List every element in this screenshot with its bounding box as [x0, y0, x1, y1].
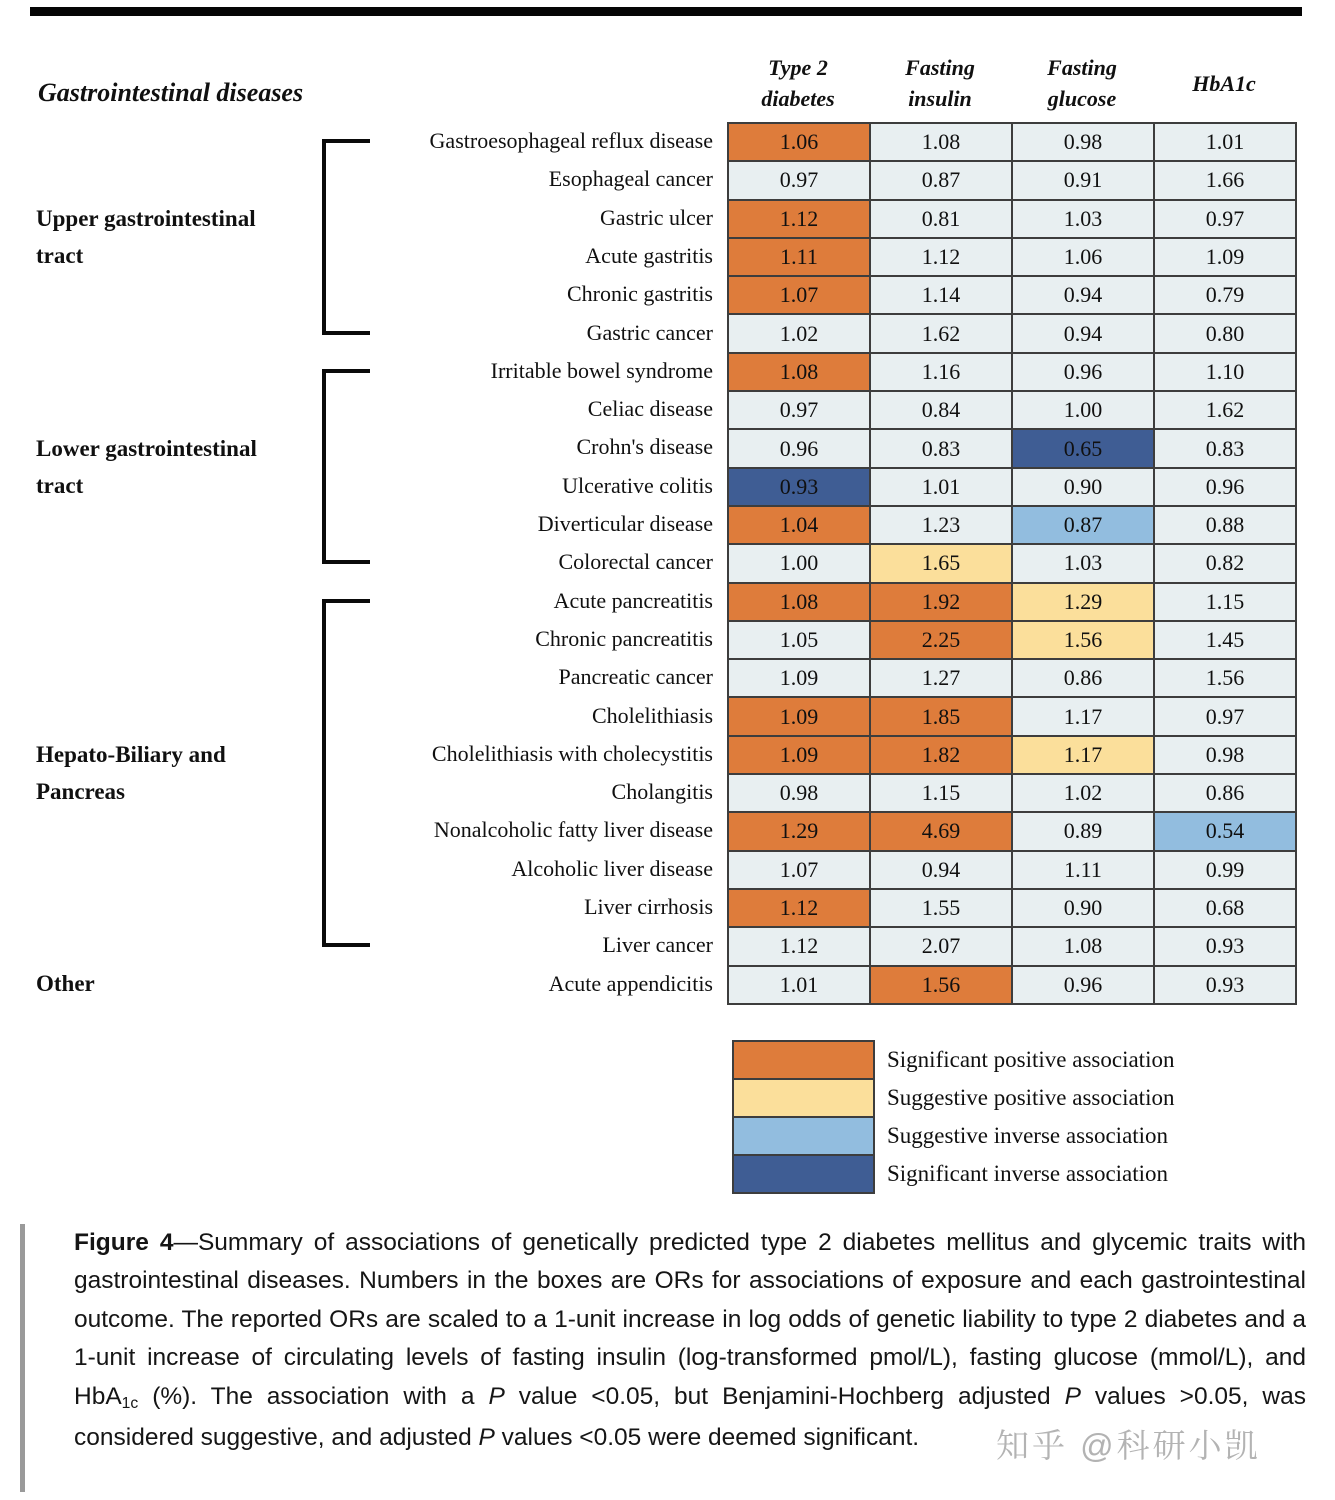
group-label-line: tract [36, 472, 84, 498]
figure-title: Gastrointestinal diseases [38, 78, 304, 107]
or-cell: 1.82 [870, 736, 1012, 774]
or-cell: 2.07 [870, 927, 1012, 965]
column-header-line: glucose [1047, 86, 1117, 111]
or-cell: 1.92 [870, 583, 1012, 621]
row-label: Cholelithiasis [592, 702, 713, 728]
or-cell: 0.84 [870, 391, 1012, 429]
or-cell: 0.97 [728, 391, 870, 429]
or-cell: 1.14 [870, 276, 1012, 314]
or-cell: 1.01 [728, 966, 870, 1004]
or-cell: 0.87 [870, 161, 1012, 199]
top-rule [30, 7, 1302, 16]
column-header-line: insulin [908, 86, 972, 111]
group-label-line: Hepato-Biliary and [36, 742, 226, 768]
or-cell: 1.12 [728, 889, 870, 927]
group-label-line: Lower gastrointestinal [36, 435, 257, 461]
row-label: Liver cirrhosis [584, 894, 713, 919]
column-header-type2-diabetes [727, 48, 869, 118]
or-cell: 1.09 [728, 697, 870, 735]
or-cell: 1.23 [870, 506, 1012, 544]
or-cell: 0.97 [728, 161, 870, 199]
caption-segment: 1c [121, 1395, 139, 1412]
or-cell: 0.93 [1154, 927, 1296, 965]
row-label: Chronic pancreatitis [535, 625, 713, 651]
legend-label: Significant inverse association [887, 1161, 1169, 1186]
heatmap-grid [727, 122, 1297, 1005]
or-cell: 1.02 [1012, 774, 1154, 812]
or-cell: 1.12 [728, 200, 870, 238]
or-cell: 1.62 [870, 314, 1012, 352]
or-cell: 0.89 [1012, 812, 1154, 850]
or-cell: 0.81 [870, 200, 1012, 238]
or-cell: 1.03 [1012, 544, 1154, 582]
or-cell: 0.93 [728, 468, 870, 506]
group-label-line: tract [36, 242, 84, 268]
or-cell: 2.25 [870, 621, 1012, 659]
or-cell: 0.88 [1154, 506, 1296, 544]
or-cell: 0.54 [1154, 812, 1296, 850]
or-cell: 1.27 [870, 659, 1012, 697]
row-label: Esophageal cancer [548, 166, 713, 192]
column-header-fasting-insulin [869, 48, 1011, 118]
or-cell: 0.96 [1012, 966, 1154, 1004]
row-label: Chronic gastritis [566, 281, 713, 307]
or-cell: 1.56 [1012, 621, 1154, 659]
caption-segment: P [488, 1382, 505, 1410]
or-cell: 1.66 [1154, 161, 1296, 199]
or-cell: 1.01 [1154, 123, 1296, 161]
or-cell: 1.15 [870, 774, 1012, 812]
or-cell: 0.98 [1012, 123, 1154, 161]
or-cell: 0.90 [1012, 889, 1154, 927]
or-cell: 1.11 [1012, 851, 1154, 889]
legend-label: Suggestive positive association [887, 1085, 1175, 1110]
column-header-fasting-glucose [1011, 48, 1153, 118]
or-cell: 4.69 [870, 812, 1012, 850]
or-cell: 1.17 [1012, 736, 1154, 774]
row-label: Acute appendicitis [548, 970, 713, 996]
column-header-hba1c [1153, 48, 1295, 118]
or-cell: 1.08 [1012, 927, 1154, 965]
or-cell: 1.65 [870, 544, 1012, 582]
row-label: Diverticular disease [537, 511, 713, 536]
or-cell: 1.15 [1154, 583, 1296, 621]
or-cell: 1.16 [870, 353, 1012, 391]
row-label: Liver cancer [602, 932, 713, 958]
caption-segment: P [1064, 1382, 1081, 1410]
row-label: Ulcerative colitis [562, 472, 713, 498]
or-cell: 0.83 [870, 429, 1012, 467]
or-cell: 1.08 [728, 353, 870, 391]
or-cell: 0.68 [1154, 889, 1296, 927]
or-cell: 1.06 [728, 123, 870, 161]
caption-segment: (%). The association with a [138, 1382, 489, 1410]
or-cell: 1.55 [870, 889, 1012, 927]
row-label: Gastroesophageal reflux disease [429, 128, 713, 153]
column-header-line: Fasting [1047, 55, 1117, 80]
or-cell: 0.65 [1012, 429, 1154, 467]
or-cell: 1.08 [728, 583, 870, 621]
or-cell: 1.11 [728, 238, 870, 276]
column-header-line: HbA1c [1192, 70, 1256, 96]
or-cell: 1.02 [728, 314, 870, 352]
column-header-line: diabetes [761, 86, 835, 111]
or-cell: 1.00 [728, 544, 870, 582]
or-cell: 0.93 [1154, 966, 1296, 1004]
row-label: Acute pancreatitis [553, 587, 713, 613]
or-cell: 0.80 [1154, 314, 1296, 352]
or-cell: 1.56 [1154, 659, 1296, 697]
or-cell: 1.09 [1154, 238, 1296, 276]
or-cell: 1.05 [728, 621, 870, 659]
or-cell: 0.96 [728, 429, 870, 467]
or-cell: 1.12 [870, 238, 1012, 276]
group-label-line: Upper gastrointestinal [36, 205, 256, 231]
watermark: 知乎 @科研小凯 [996, 1427, 1261, 1464]
row-label: Alcoholic liver disease [511, 855, 713, 881]
or-cell: 1.09 [728, 736, 870, 774]
or-cell: 0.94 [1012, 314, 1154, 352]
row-label: Colorectal cancer [558, 549, 713, 575]
caption-segment: value <0.05, but Benjamini-Hochberg adjusted [504, 1382, 1065, 1410]
row-label: Gastric cancer [586, 319, 713, 345]
or-cell: 0.96 [1154, 468, 1296, 506]
caption-segment: values >0.05, was considered suggestive, and adjusted [74, 1382, 1307, 1452]
or-cell: 1.08 [870, 123, 1012, 161]
row-label: Cholangitis [611, 779, 713, 805]
or-cell: 0.98 [1154, 736, 1296, 774]
or-cell: 1.29 [1012, 583, 1154, 621]
or-cell: 1.45 [1154, 621, 1296, 659]
or-cell: 1.85 [870, 697, 1012, 735]
group-label-line: Pancreas [36, 779, 126, 805]
or-cell: 1.62 [1154, 391, 1296, 429]
or-cell: 1.10 [1154, 353, 1296, 391]
or-cell: 1.04 [728, 506, 870, 544]
or-cell: 0.94 [870, 851, 1012, 889]
legend-label: Significant positive association [887, 1047, 1175, 1072]
legend-swatch-sig-inv [732, 1154, 875, 1194]
row-label: Celiac disease [587, 396, 713, 422]
or-cell: 1.00 [1012, 391, 1154, 429]
row-label: Cholelithiasis with cholecystitis [431, 740, 713, 766]
group-label-line: Other [36, 971, 95, 997]
or-cell: 0.83 [1154, 429, 1296, 467]
legend-label: Suggestive inverse association [887, 1123, 1169, 1148]
or-cell: 1.03 [1012, 200, 1154, 238]
or-cell: 1.07 [728, 276, 870, 314]
or-cell: 0.97 [1154, 697, 1296, 735]
row-label: Pancreatic cancer [558, 664, 713, 690]
or-cell: 0.98 [728, 774, 870, 812]
or-cell: 1.06 [1012, 238, 1154, 276]
row-label: Gastric ulcer [600, 204, 713, 230]
or-cell: 0.91 [1012, 161, 1154, 199]
or-cell: 0.94 [1012, 276, 1154, 314]
or-cell: 0.87 [1012, 506, 1154, 544]
caption-segment: P [478, 1424, 495, 1452]
or-cell: 1.07 [728, 851, 870, 889]
legend-swatch-sug-inv [732, 1116, 875, 1156]
caption-segment: values <0.05 were deemed significant. [494, 1424, 920, 1452]
or-cell: 0.79 [1154, 276, 1296, 314]
or-cell: 0.82 [1154, 544, 1296, 582]
caption-segment: Figure 4 [74, 1229, 174, 1256]
row-label: Acute gastritis [585, 242, 713, 268]
or-cell: 1.29 [728, 812, 870, 850]
or-cell: 1.17 [1012, 697, 1154, 735]
or-cell: 0.86 [1154, 774, 1296, 812]
or-cell: 1.01 [870, 468, 1012, 506]
caption-side-bar [20, 1224, 25, 1492]
or-cell: 0.97 [1154, 200, 1296, 238]
or-cell: 0.86 [1012, 659, 1154, 697]
or-cell: 1.12 [728, 927, 870, 965]
column-header-line: Fasting [905, 55, 975, 80]
or-cell: 0.96 [1012, 353, 1154, 391]
or-cell: 1.56 [870, 966, 1012, 1004]
legend-swatch-sug-pos [732, 1078, 875, 1118]
row-label: Crohn's disease [576, 434, 713, 460]
row-label: Irritable bowel syndrome [490, 357, 713, 383]
caption-segment: —Summary of associations of genetically predicted type 2 diabetes mellitus and glycemic traits with gastrointestinal diseases. Numbers in the boxes are ORs for associations of exposure and each gastrointestinal outcome. The reported ORs are scaled to a 1-unit increase in log odds of genetic liability to type 2 diabetes and a 1-unit increase of circulating levels of fasting insulin (log-transformed pmol/L), fasting glucose (mmol/L), and HbA [74, 1229, 1307, 1410]
row-label: Nonalcoholic fatty liver disease [433, 817, 713, 843]
legend-swatch-sig-pos [732, 1040, 875, 1080]
column-header-line: Type 2 [768, 55, 828, 80]
or-cell: 0.99 [1154, 851, 1296, 889]
or-cell: 0.90 [1012, 468, 1154, 506]
or-cell: 1.09 [728, 659, 870, 697]
